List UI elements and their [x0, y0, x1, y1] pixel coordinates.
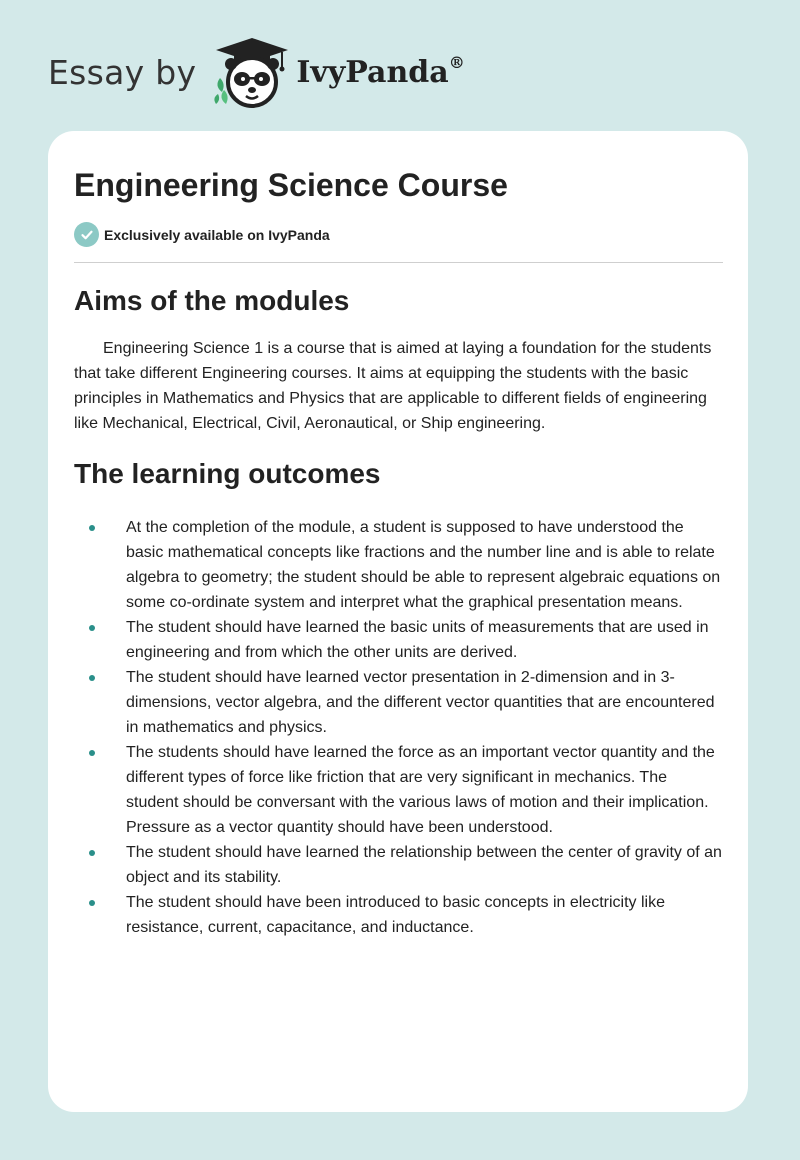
list-item-text: The student should have learned the relationship between the center of gravity of an object and its stability.: [126, 844, 722, 887]
list-item: [126, 740, 723, 840]
brand-name[interactable]: IvyPanda®: [296, 52, 465, 90]
list-item: [126, 840, 723, 890]
bullet-icon: [89, 625, 95, 631]
essay-by-label: Essay by: [48, 52, 197, 92]
bullet-icon: [89, 525, 95, 531]
aims-paragraph: Engineering Science 1 is a course that is aimed at laying a foundation for the students that take different Engineering courses. It aims at equipping the students with the basic principles in Mathematics and Physics that are applicable to different fields of engineering like Mechanical, Electrical, Civil, Aeronautical, or Ship engineering.: [74, 340, 712, 433]
registered-mark: ®: [448, 52, 465, 72]
badge-label: Exclusively available on IvyPanda: [104, 226, 330, 243]
bullet-icon: [89, 850, 95, 856]
bullet-icon: [89, 750, 95, 756]
availability-badge: [74, 222, 330, 247]
ivypanda-logo-icon[interactable]: [212, 34, 292, 110]
list-item-text: The student should have learned the basic units of measurements that are used in engineering and from which the other units are derived.: [126, 619, 709, 662]
site-header: [48, 32, 465, 112]
article-body: [74, 281, 723, 940]
page-title: Engineering Science Course: [74, 167, 508, 203]
list-item: [126, 615, 723, 665]
list-item-text: The student should have learned vector presentation in 2-dimension and in 3-dimensions, vector algebra, and the different vector quantities that are encountered in mathematics and physics.: [126, 669, 715, 737]
list-item: [126, 515, 723, 615]
bullet-icon: [89, 900, 95, 906]
check-icon: [74, 222, 99, 247]
section-heading-aims: Aims of the modules: [74, 285, 350, 316]
list-item: [126, 665, 723, 740]
article-card: [48, 131, 748, 1112]
section-heading-outcomes: The learning outcomes: [74, 458, 381, 490]
bullet-icon: [89, 675, 95, 681]
outcomes-list: [74, 515, 723, 940]
list-item-text: The students should have learned the force as an important vector quantity and the different types of force like friction that are very significant in mechanics. The student should be conversant with the various laws of motion and their implication. Pressure as a vector quantity should have been understood.: [126, 744, 715, 837]
list-item-text: The student should have been introduced to basic concepts in electricity like resistance, current, capacitance, and inductance.: [126, 894, 665, 937]
title-divider: [74, 262, 723, 263]
list-item: [126, 890, 723, 940]
list-item-text: At the completion of the module, a student is supposed to have understood the basic mathematical concepts like fractions and the number line and is able to relate algebra to geometry; the student should be able to represent algebraic equations on some co-ordinate system and interpret what the graphical presentation means.: [126, 519, 721, 612]
